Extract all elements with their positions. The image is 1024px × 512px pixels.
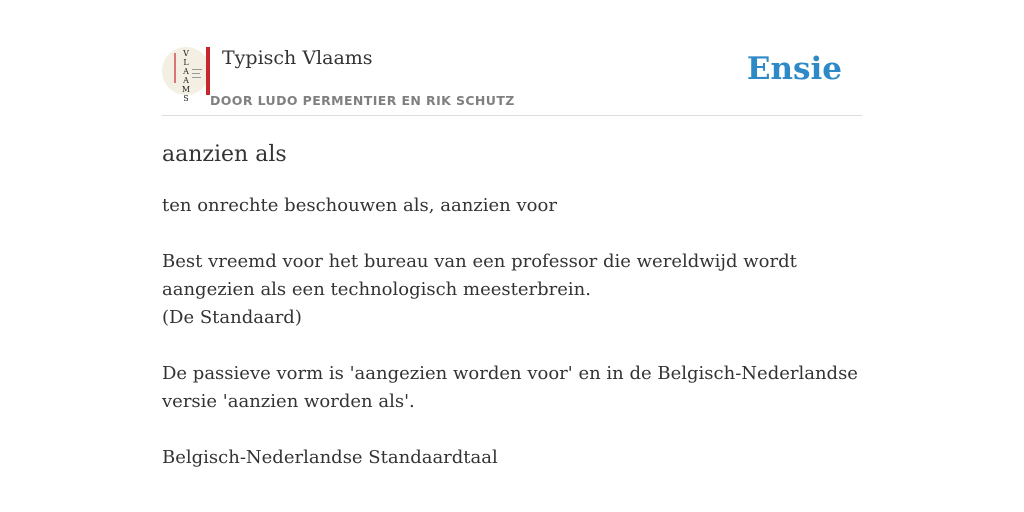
logo-lines (192, 69, 202, 81)
logo-mark (174, 53, 176, 83)
entry-body (162, 192, 862, 500)
dictionary-title[interactable]: Typisch Vlaams (222, 47, 373, 69)
ensie-brand-link[interactable]: Ensie (746, 51, 842, 87)
entry-category: Belgisch-Nederlandse Standaardtaal (162, 447, 498, 468)
entry-card (162, 0, 862, 512)
authors-byline: DOOR LUDO PERMENTIER EN RIK SCHUTZ (210, 93, 515, 108)
logo-stripe (206, 47, 210, 95)
entry-source: (De Standaard) (162, 307, 302, 328)
entry-definition: ten onrechte beschouwen als, aanzien voor (162, 195, 557, 216)
header (162, 0, 862, 116)
logo-lettering: V L A A M S (181, 49, 191, 103)
book-logo-avatar[interactable] (162, 47, 210, 103)
entry-note: De passieve vorm is 'aangezien worden voor' en in de Belgisch-Nederlandse versie 'aanzien worden als'. (162, 363, 858, 412)
entry-term: aanzien als (162, 142, 287, 167)
entry-example: Best vreemd voor het bureau van een professor die wereldwijd wordt aangezien als een technologisch meesterbrein. (162, 251, 797, 300)
